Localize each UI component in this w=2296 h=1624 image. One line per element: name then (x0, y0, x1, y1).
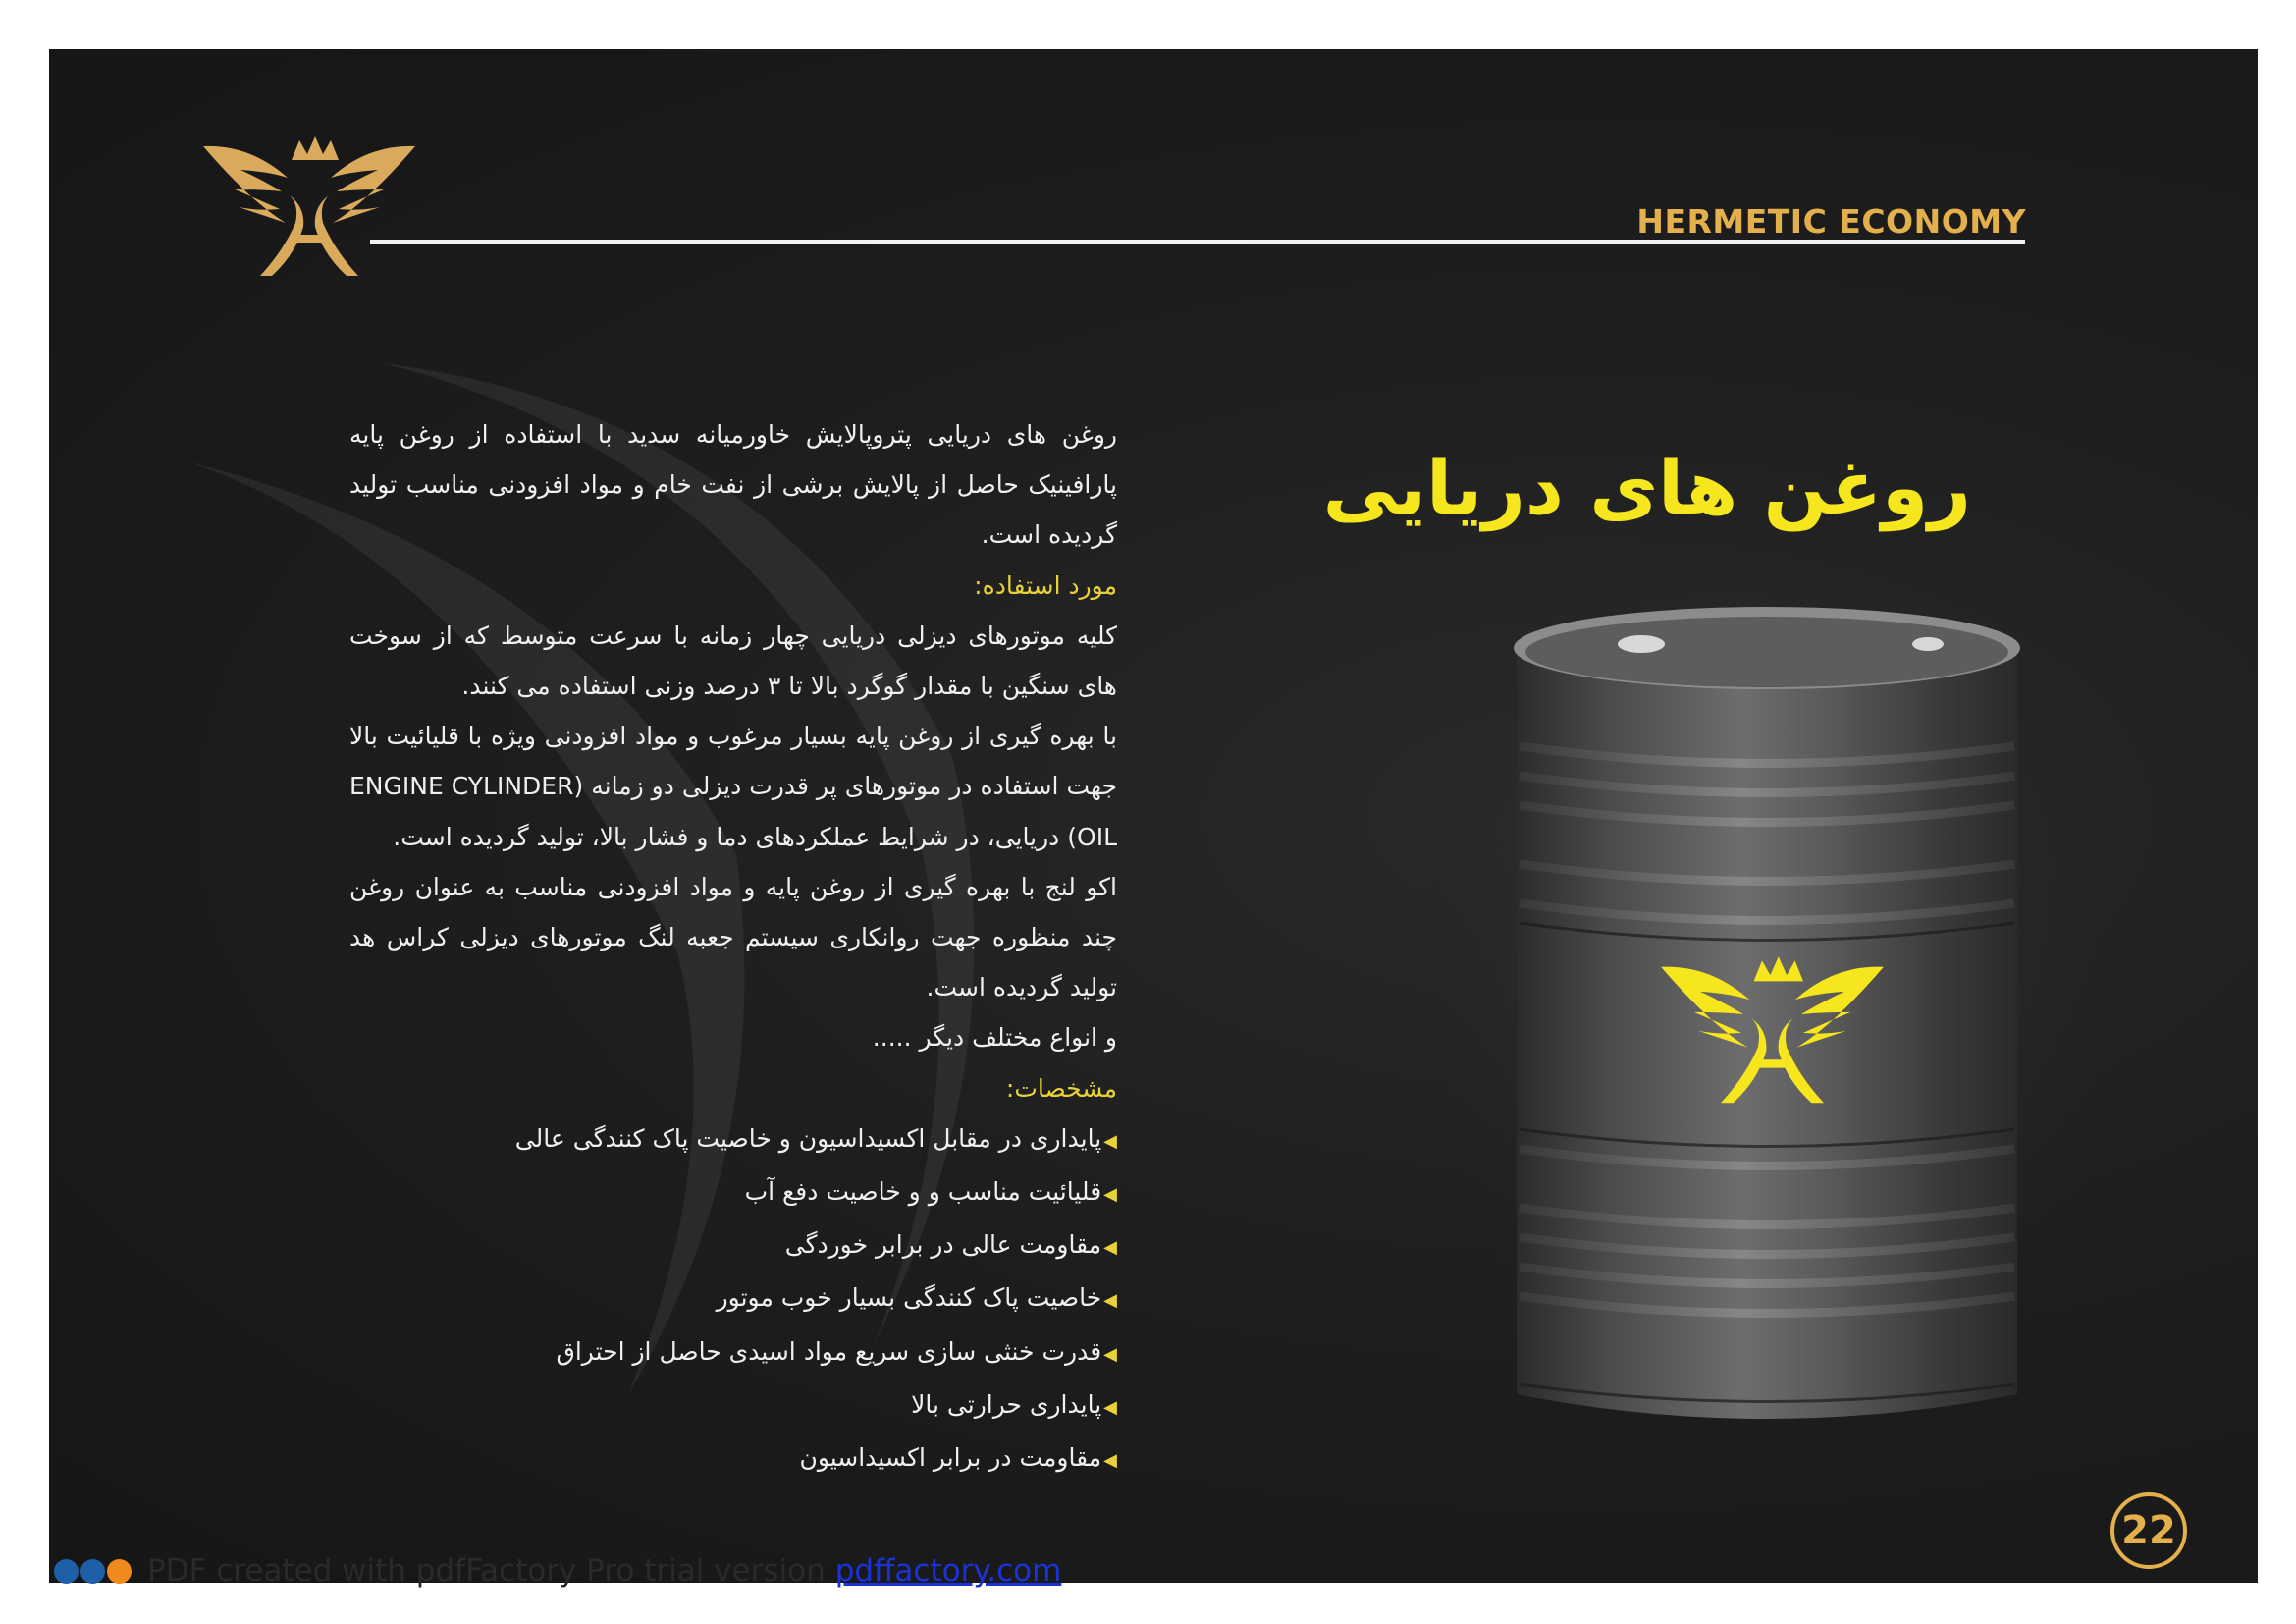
spec-item (349, 1113, 1117, 1166)
usage-paragraph: با بهره گیری از روغن پایه بسیار مرغوب و مواد افزودنی ویژه با قلیائیت بالا جهت استفاده در موتورهای پر قدرت دیزلی دو زمانه (ENGINE CYLINDER OIL) دریایی، در شرایط عملکردهای دما و فشار بالا، تولید گردیده است. (349, 722, 1117, 851)
triangle-left-icon: ◀ (1103, 1290, 1117, 1312)
oil-drum-icon (1414, 579, 2120, 1483)
winged-crown-logo-icon (201, 133, 417, 280)
usage-paragraph: و انواع مختلف دیگر ..... (872, 1023, 1117, 1053)
triangle-left-icon: ◀ (1103, 1237, 1117, 1259)
specs-list (349, 1113, 1117, 1486)
usage-heading: مورد استفاده: (974, 570, 1117, 600)
triangle-left-icon: ◀ (1103, 1130, 1117, 1152)
footer-dot-icon (107, 1559, 132, 1584)
footer-dot-icon (80, 1559, 105, 1584)
page-number: 22 (2110, 1492, 2187, 1569)
spec-item (349, 1433, 1117, 1486)
intro-paragraph: روغن های دریایی پتروپالایش خاورمیانه سدید با استفاده از روغن پایه پارافینیک حاصل از پالایش برشی از نفت خام و مواد افزودنی مناسب تولید گردیده است. (349, 420, 1117, 550)
spec-item (349, 1380, 1117, 1433)
spec-text: قلیائیت مناسب و و خاصیت دفع آب (744, 1177, 1102, 1207)
page-title: روغن های دریایی (1322, 444, 1971, 531)
usage-paragraph: کلیه موتورهای دیزلی دریایی چهار زمانه با سرعت متوسط که از سوخت های سنگین با مقدار گوگرد بالا تا ۳ درصد وزنی استفاده می کنند. (349, 621, 1117, 701)
spec-text: مقاومت در برابر اکسیداسیون (799, 1443, 1102, 1473)
spec-text: خاصیت پاک کنندگی بسیار خوب موتور (716, 1283, 1102, 1313)
spec-item (349, 1166, 1117, 1219)
triangle-left-icon: ◀ (1103, 1396, 1117, 1418)
triangle-left-icon: ◀ (1103, 1343, 1117, 1365)
spec-text: مقاومت عالی در برابر خوردگی (784, 1230, 1102, 1260)
brand-title: HERMETIC ECONOMY (1636, 202, 2026, 241)
spec-text: قدرت خنثی سازی سریع مواد اسیدی حاصل از احتراق (556, 1336, 1102, 1366)
footer-dot-icon (54, 1559, 79, 1584)
spec-text: پایداری در مقابل اکسیداسیون و خاصیت پاک کنندگی عالی (514, 1123, 1102, 1153)
spec-item (349, 1219, 1117, 1272)
spec-item (349, 1326, 1117, 1380)
triangle-left-icon: ◀ (1103, 1184, 1117, 1206)
spec-text: پایداری حرارتی بالا (911, 1389, 1102, 1419)
brochure-page (49, 49, 2258, 1583)
pdf-footer (54, 1551, 1061, 1591)
footer-link[interactable]: pdffactory.com (834, 1553, 1062, 1589)
product-description (349, 409, 1117, 1486)
usage-paragraph: اکو لنج با بهره گیری از روغن پایه و مواد افزودنی مناسب به عنوان روغن چند منظوره جهت روانکاری سیستم جعبه لنگ موتورهای دیزلی کراس هد تولید گردیده است. (349, 872, 1117, 1002)
footer-text: PDF created with pdfFactory Pro trial version (147, 1553, 826, 1589)
spec-item (349, 1272, 1117, 1326)
specs-heading: مشخصات: (1005, 1073, 1117, 1103)
triangle-left-icon: ◀ (1103, 1450, 1117, 1472)
